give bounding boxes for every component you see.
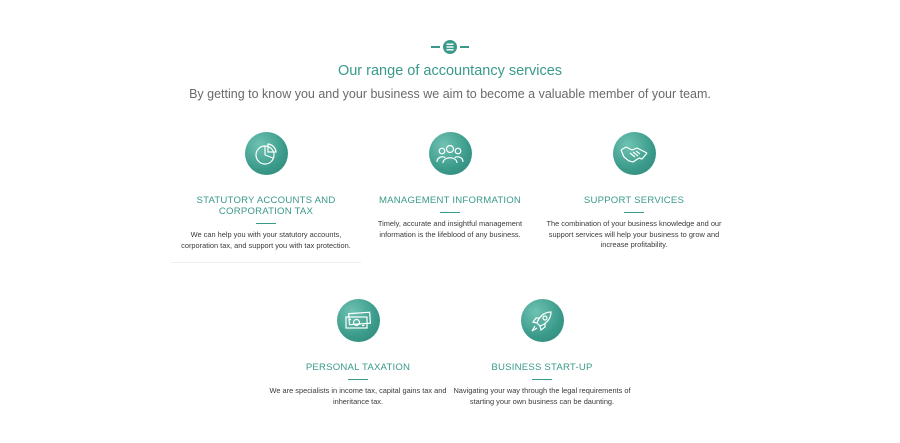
service-title-line1: SUPPORT SERVICES bbox=[583, 195, 685, 206]
team-icon bbox=[429, 132, 472, 175]
service-title bbox=[355, 195, 545, 206]
service-card-statutory-accounts[interactable] bbox=[171, 132, 361, 251]
service-description: We can help you with your statutory accounts, corporation tax, and support you with tax protection. bbox=[181, 230, 351, 250]
service-card-management-information[interactable] bbox=[355, 132, 545, 240]
service-title bbox=[447, 362, 637, 373]
service-card-personal-taxation[interactable] bbox=[263, 299, 453, 407]
money-icon bbox=[337, 299, 380, 342]
header-rule-left bbox=[431, 46, 440, 48]
pie-chart-icon bbox=[245, 132, 288, 175]
service-card-support-services[interactable] bbox=[539, 132, 729, 251]
service-title-line2: CORPORATION TAX bbox=[218, 206, 314, 217]
rocket-icon bbox=[521, 299, 564, 342]
service-title-line1: BUSINESS START-UP bbox=[491, 362, 593, 373]
service-description: Navigating your way through the legal requirements of starting your own business can be daunting. bbox=[453, 386, 631, 406]
service-description: Timely, accurate and insightful management information is the lifeblood of any business. bbox=[377, 219, 523, 239]
service-description: We are specialists in income tax, capital gains tax and inheritance tax. bbox=[269, 386, 447, 406]
title-divider bbox=[348, 379, 368, 380]
service-title bbox=[171, 195, 361, 217]
title-divider bbox=[532, 379, 552, 380]
service-title-line1: STATUTORY ACCOUNTS AND bbox=[196, 195, 336, 206]
service-title-line1: MANAGEMENT INFORMATION bbox=[378, 195, 522, 206]
handshake-icon bbox=[613, 132, 656, 175]
section-title: Our range of accountancy services bbox=[337, 63, 563, 79]
list-icon bbox=[443, 40, 457, 54]
section-header-mark bbox=[430, 38, 470, 56]
title-divider bbox=[256, 223, 276, 224]
service-title bbox=[539, 195, 729, 206]
service-card-business-start-up[interactable] bbox=[447, 299, 637, 407]
header-rule-right bbox=[460, 46, 469, 48]
service-title bbox=[263, 362, 453, 373]
title-divider bbox=[624, 212, 644, 213]
service-title-line1: PERSONAL TAXATION bbox=[305, 362, 411, 373]
title-divider bbox=[440, 212, 460, 213]
section-subtitle: By getting to know you and your business we aim to become a valuable member of your team. bbox=[189, 87, 711, 101]
service-description: The combination of your business knowledge and our support services will help your business to grow and increase profitability. bbox=[546, 219, 722, 250]
